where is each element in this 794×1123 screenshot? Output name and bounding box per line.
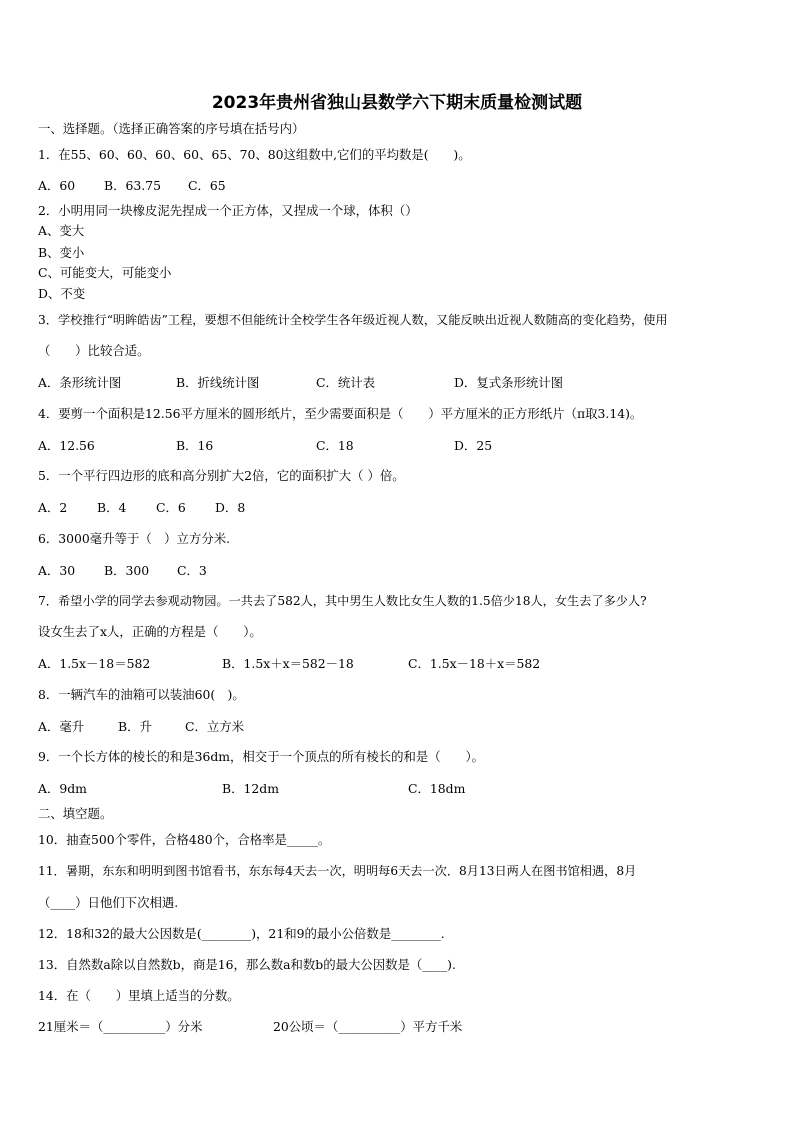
question-9: 9．一个长方体的棱长的和是36dm，相交于一个顶点的所有棱长的和是（ ）。: [38, 749, 485, 764]
q2-option-d: D、不变: [38, 286, 86, 301]
question-3-line1: 3．学校推行“明眸皓齿”工程，要想不但能统计全校学生各年级近视人数，又能反映出近视人数随高的变化趋势，使用: [38, 313, 668, 327]
q9-option-c: C．18dm: [408, 781, 466, 796]
q7-option-c: C．1.5x－18＋x＝582: [408, 656, 541, 671]
q2-option-c: C、可能变大，可能变小: [38, 265, 172, 280]
q1-option-b: B．63.75: [104, 178, 161, 193]
q5-option-a: A．2: [38, 500, 68, 515]
q4-option-a: A．12.56: [38, 438, 95, 453]
q6-option-c: C．3: [177, 563, 207, 578]
q4-option-c: C．18: [316, 438, 354, 453]
question-12: 12．18和32的最大公因数是(________)，21和9的最小公倍数是________.: [38, 926, 445, 941]
q8-option-a: A．毫升: [38, 719, 85, 734]
q2-option-b: B、变小: [38, 245, 85, 260]
q5-option-c: C．6: [156, 500, 186, 515]
q7-option-b: B．1.5x＋x＝582－18: [222, 656, 354, 671]
q6-option-a: A．30: [38, 563, 76, 578]
question-7-line1: 7．希望小学的同学去参观动物园。一共去了582人，其中男生人数比女生人数的1.5倍少18人，女生去了多少人?: [38, 594, 647, 608]
q6-option-b: B．300: [104, 563, 150, 578]
q3-option-c: C．统计表: [316, 375, 376, 390]
question-2: 2．小明用同一块橡皮泥先捏成一个正方体，又捏成一个球，体积（）: [38, 203, 418, 218]
question-4: 4．要剪一个面积是12.56平方厘米的圆形纸片，至少需要面积是（ ）平方厘米的正方形纸片（π取3.14)。: [38, 406, 643, 421]
question-11-line2: （____）日他们下次相遇.: [38, 895, 179, 910]
q14-item-1: 21厘米＝（__________）分米: [38, 1019, 203, 1034]
question-13: 13．自然数a除以自然数b，商是16，那么数a和数b的最大公因数是（____).: [38, 957, 456, 972]
q14-item-2: 20公顷＝（__________）平方千米: [273, 1019, 463, 1034]
q3-option-b: B．折线统计图: [176, 375, 260, 390]
q3-option-a: A．条形统计图: [38, 375, 122, 390]
question-7-line2: 设女生去了x人，正确的方程是（ ）。: [38, 624, 262, 639]
q8-option-c: C．立方米: [185, 719, 245, 734]
q4-option-d: D．25: [454, 438, 493, 453]
q3-option-d: D．复式条形统计图: [454, 375, 564, 390]
q1-option-a: A．60: [38, 178, 76, 193]
q5-option-b: B．4: [97, 500, 127, 515]
q2-option-a: A、变大: [38, 223, 85, 238]
question-6: 6．3000毫升等于（ ）立方分米.: [38, 531, 231, 546]
question-11-line1: 11．暑期，东东和明明到图书馆看书，东东每4天去一次，明明每6天去一次．8月13日两人在图书馆相遇，8月: [38, 864, 637, 878]
q9-option-a: A．9dm: [38, 781, 87, 796]
question-1: 1．在55、60、60、60、60、65、70、80这组数中,它们的平均数是( )。: [38, 147, 471, 162]
question-10: 10．抽查500个零件，合格480个，合格率是_____。: [38, 832, 331, 847]
q7-option-a: A．1.5x－18＝582: [38, 656, 151, 671]
question-8: 8．一辆汽车的油箱可以装油60( )。: [38, 687, 245, 702]
q4-option-b: B．16: [176, 438, 214, 453]
section-heading-choice: 一、选择题。（选择正确答案的序号填在括号内）: [38, 121, 305, 136]
question-14: 14．在（ ）里填上适当的分数。: [38, 988, 240, 1003]
q1-option-c: C．65: [188, 178, 226, 193]
q5-option-d: D．8: [215, 500, 246, 515]
page-title: 2023年贵州省独山县数学六下期末质量检测试题: [211, 93, 583, 113]
question-3-line2: （ ）比较合适。: [38, 343, 150, 358]
section-heading-fill: 二、填空题。: [38, 806, 113, 821]
q8-option-b: B．升: [118, 719, 152, 734]
q9-option-b: B．12dm: [222, 781, 279, 796]
question-5: 5．一个平行四边形的底和高分别扩大2倍，它的面积扩大（ ）倍。: [38, 468, 405, 483]
